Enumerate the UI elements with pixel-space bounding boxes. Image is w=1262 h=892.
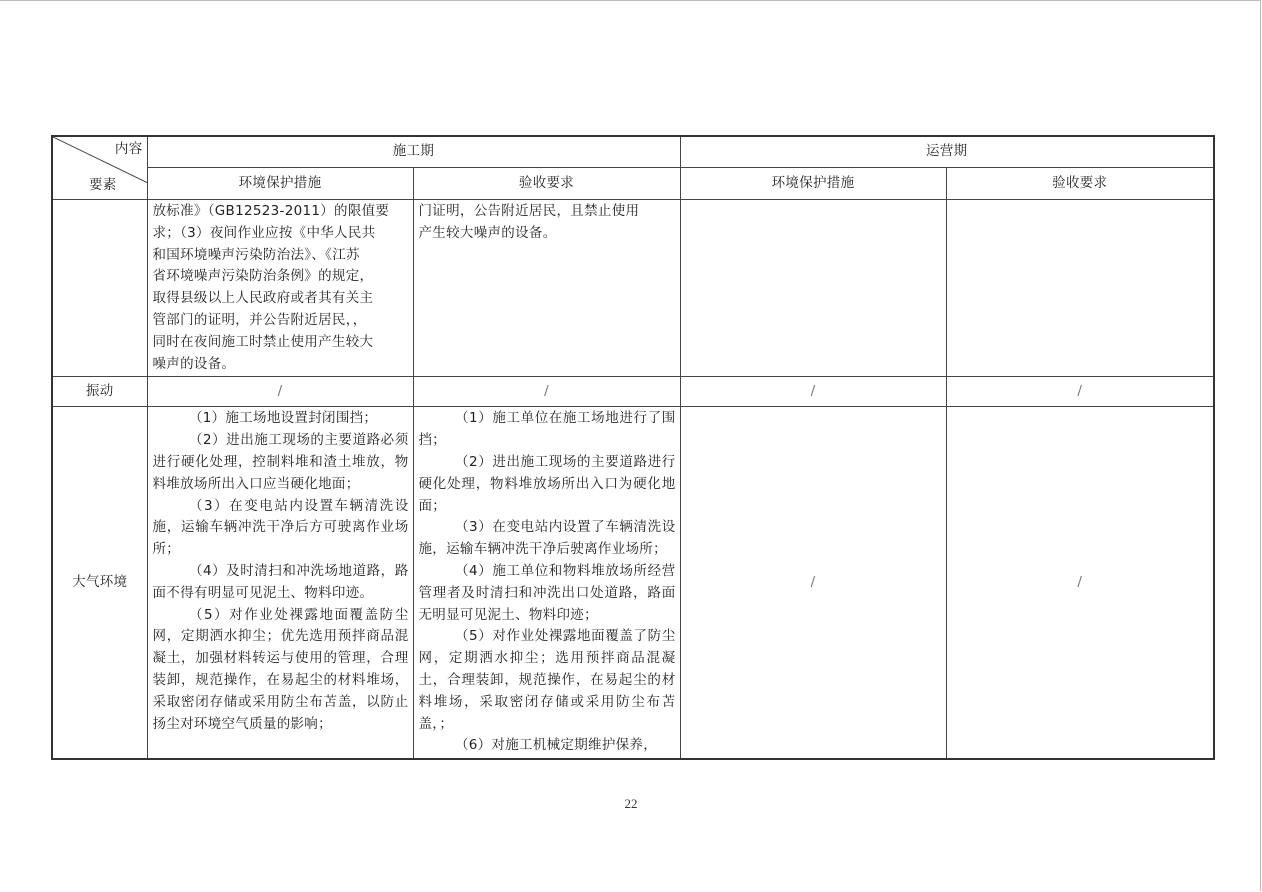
- construction-acceptance-header: 验收要求: [413, 168, 680, 200]
- text-line: 省环境噪声污染防治条例》的规定，: [152, 268, 374, 285]
- vibration-construction-acceptance: /: [413, 377, 680, 407]
- acceptance-item: （3）在变电站内设置了车辆清洗设施，运输车辆冲洗干净后驶离作业场所；: [418, 519, 676, 558]
- construction-period-header: 施工期: [147, 136, 680, 168]
- operation-measures-header: 环境保护措施: [680, 168, 946, 200]
- acceptance-item: （4）施工单位和物料堆放场所经营管理者及时清扫和冲洗出口处道路，路面无明显可见泥土、物料印迹；: [418, 562, 676, 623]
- vibration-operation-acceptance: /: [946, 377, 1214, 407]
- page-number: 22: [624, 796, 638, 811]
- text-line: 求；（3）夜间作业应按《中华人民共: [152, 224, 376, 241]
- noise-op-acceptance-cell: [946, 200, 1214, 377]
- text-line: 产生较大噪声的设备。: [418, 224, 557, 241]
- environmental-measures-table: [51, 135, 1215, 760]
- text-line: 管部门的证明，并公告附近居民，，: [152, 311, 367, 328]
- measure-item: （2）进出施工现场的主要道路必须进行硬化处理，控制料堆和渣土堆放，物料堆放场所出入口应当硬化地面；: [152, 432, 409, 492]
- text-line: 噪声的设备。: [152, 355, 236, 372]
- noise-op-measures-cell: [680, 200, 946, 377]
- operation-period-header: 运营期: [680, 136, 1214, 168]
- measure-item: （3）在变电站内设置车辆清洗设施，运输车辆冲洗干净后方可驶离作业场所；: [152, 497, 409, 558]
- text-line: 放标准》（GB12523-2011）的限值要: [152, 203, 390, 219]
- vibration-operation-measures: /: [680, 377, 946, 407]
- text-line: 取得县级以上人民政府或者其有关主: [152, 290, 374, 307]
- acceptance-item: （6）对施工机械定期维护保养，: [454, 737, 658, 754]
- operation-acceptance-header: 验收要求: [946, 168, 1214, 200]
- measure-item: （4）及时清扫和冲洗场地道路，路面不得有明显可见泥土、物料印迹。: [152, 562, 409, 601]
- measure-item: （1）施工场地设置封闭围挡；: [188, 410, 378, 427]
- acceptance-item: （2）进出施工现场的主要道路进行硬化处理，物料堆放场所出入口为硬化地面；: [418, 453, 676, 514]
- acceptance-item: （1）施工单位在施工场地进行了围挡；: [418, 410, 676, 449]
- noise-measures-text: [148, 200, 413, 376]
- air-row-label: 大气环境: [52, 407, 147, 759]
- noise-acceptance-cell: [413, 200, 680, 377]
- noise-acceptance-text: [414, 200, 680, 246]
- noise-measures-cell: [147, 200, 413, 377]
- diagonal-header-cell: [52, 136, 147, 200]
- construction-measures-header: 环境保护措施: [147, 168, 413, 200]
- air-operation-acceptance: /: [946, 407, 1214, 759]
- acceptance-item: （5）对作业处裸露地面覆盖了防尘网，定期洒水抑尘；选用预拌商品混凝土，合理装卸，规范操作，在易起尘的材料堆场，采取密闭存储或采用防尘布苫盖，；: [418, 628, 676, 732]
- air-row: [52, 407, 1214, 759]
- vibration-row: [52, 377, 1214, 407]
- element-label: 要素: [89, 177, 117, 194]
- content-label: 内容: [114, 141, 143, 157]
- air-acceptance-text: [414, 407, 680, 758]
- text-line: 门证明，公告附近居民，且禁止使用: [418, 203, 640, 219]
- noise-row-label: [52, 200, 147, 377]
- noise-row: [52, 200, 1214, 377]
- measure-item: （5）对作业处裸露地面覆盖防尘网，定期洒水抑尘；优先选用预拌商品混凝土，加强材料转运与使用的管理，合理装卸，规范操作，在易起尘的材料堆场，采取密闭存储或采用防尘布苫盖，以防止扬尘对环境空气质量的影响；: [152, 606, 409, 732]
- header-row-2: [52, 168, 1214, 200]
- air-measures-cell: [147, 407, 413, 759]
- text-line: 和国环境噪声污染防治法》、《江苏: [152, 246, 360, 263]
- text-line: 同时在夜间施工时禁止使用产生较大: [152, 333, 374, 350]
- header-row-1: [52, 136, 1214, 168]
- vibration-row-label: 振动: [52, 377, 147, 407]
- air-acceptance-cell: [413, 407, 680, 759]
- vibration-construction-measures: /: [147, 377, 413, 407]
- air-measures-text: [148, 407, 413, 736]
- air-operation-measures: /: [680, 407, 946, 759]
